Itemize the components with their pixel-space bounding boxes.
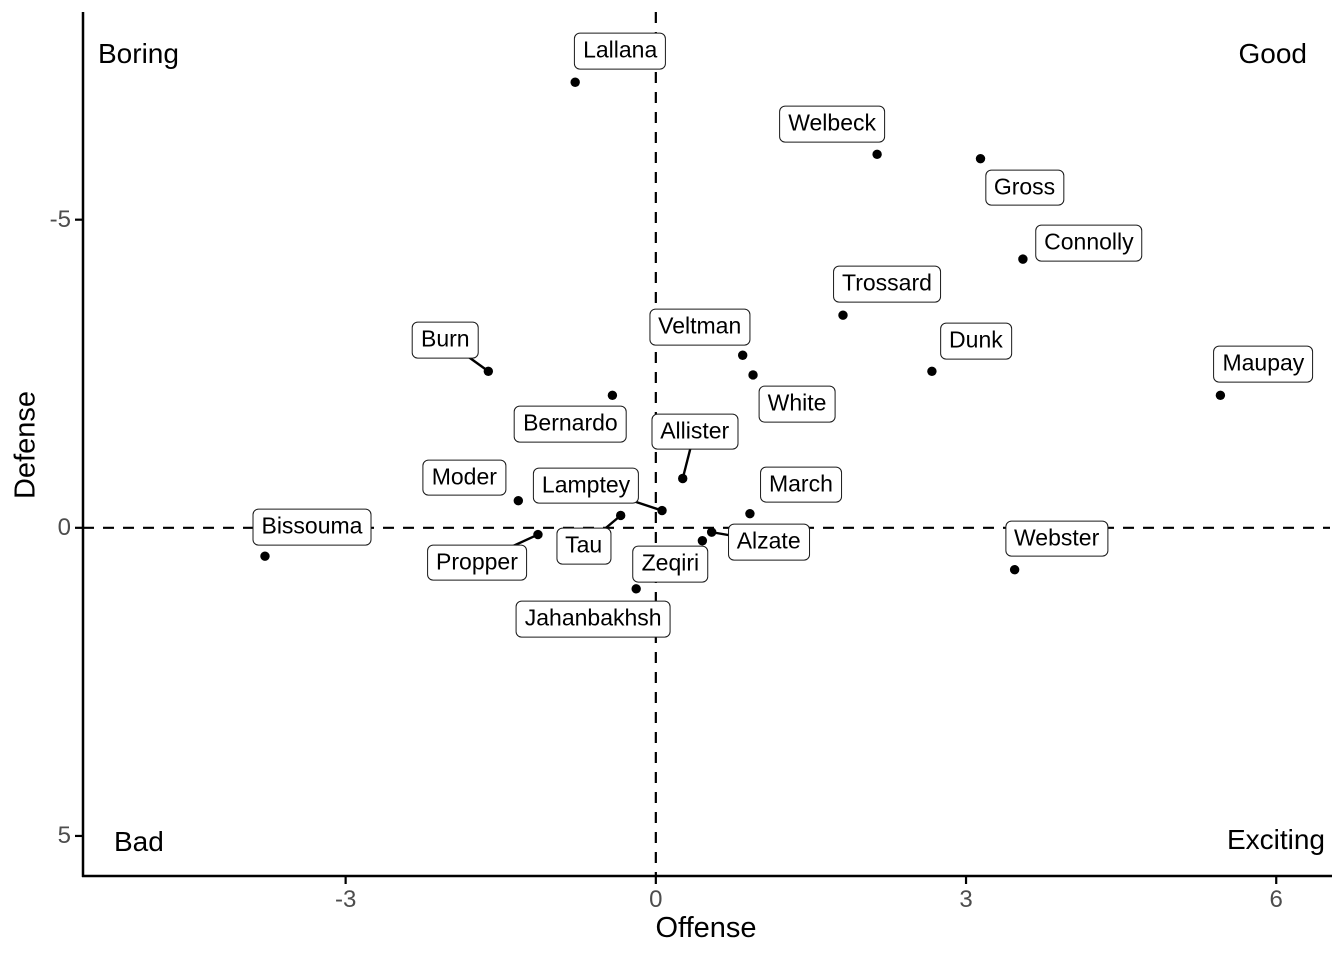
player-label: Jahanbakhsh — [516, 600, 671, 637]
y-tick-label: 0 — [57, 513, 71, 541]
data-point — [570, 78, 579, 87]
x-tick-label: 0 — [649, 886, 663, 913]
corner-label-bad: Bad — [114, 826, 164, 857]
corner-label-boring: Boring — [98, 38, 179, 69]
data-point — [616, 511, 625, 520]
data-point — [678, 474, 687, 483]
x-tick-label: 6 — [1269, 886, 1283, 913]
corner-label-good: Good — [1238, 38, 1307, 69]
player-label: Lallana — [574, 33, 666, 70]
data-point — [1216, 391, 1225, 400]
data-point — [748, 370, 757, 379]
player-label: March — [760, 466, 842, 503]
player-label: Trossard — [833, 266, 941, 303]
player-label: Webster — [1005, 520, 1108, 557]
player-label: Dunk — [940, 323, 1012, 360]
y-tick-label: -5 — [49, 205, 71, 233]
player-label: Zeqiri — [633, 545, 709, 582]
corner-label-exciting: Exciting — [1226, 824, 1325, 855]
data-point — [976, 154, 985, 163]
player-label: Welbeck — [779, 106, 885, 143]
y-axis-title: Defense — [9, 390, 42, 500]
player-label: Alzate — [728, 524, 810, 561]
player-label: Propper — [427, 544, 527, 581]
player-label: Lamptey — [533, 467, 639, 504]
data-point — [484, 367, 493, 376]
data-point — [260, 551, 269, 560]
player-label: White — [759, 386, 836, 423]
data-point — [698, 536, 707, 545]
player-label: Moder — [423, 459, 506, 496]
data-point — [631, 584, 640, 593]
x-tick-label: -3 — [334, 886, 357, 913]
player-label: Bissouma — [252, 509, 371, 546]
data-point — [745, 509, 754, 518]
data-point — [927, 367, 936, 376]
data-point — [533, 530, 542, 539]
player-label: Maupay — [1213, 346, 1313, 383]
player-label: Gross — [985, 169, 1064, 206]
data-point — [514, 496, 523, 505]
x-tick-label: 3 — [959, 886, 973, 913]
player-label: Allister — [651, 413, 738, 450]
x-axis-title: Offense — [655, 912, 757, 944]
data-point — [1018, 254, 1027, 263]
player-label: Burn — [412, 322, 479, 359]
data-point — [838, 311, 847, 320]
data-point — [608, 391, 617, 400]
data-point — [707, 527, 716, 536]
data-point — [657, 506, 666, 515]
data-point — [1010, 565, 1019, 574]
data-point — [738, 351, 747, 360]
player-label: Veltman — [649, 309, 750, 346]
y-tick-label: 5 — [57, 821, 71, 849]
data-point — [872, 150, 881, 159]
player-label: Connolly — [1035, 225, 1143, 262]
player-label: Bernardo — [514, 406, 627, 443]
player-label: Tau — [556, 528, 611, 565]
